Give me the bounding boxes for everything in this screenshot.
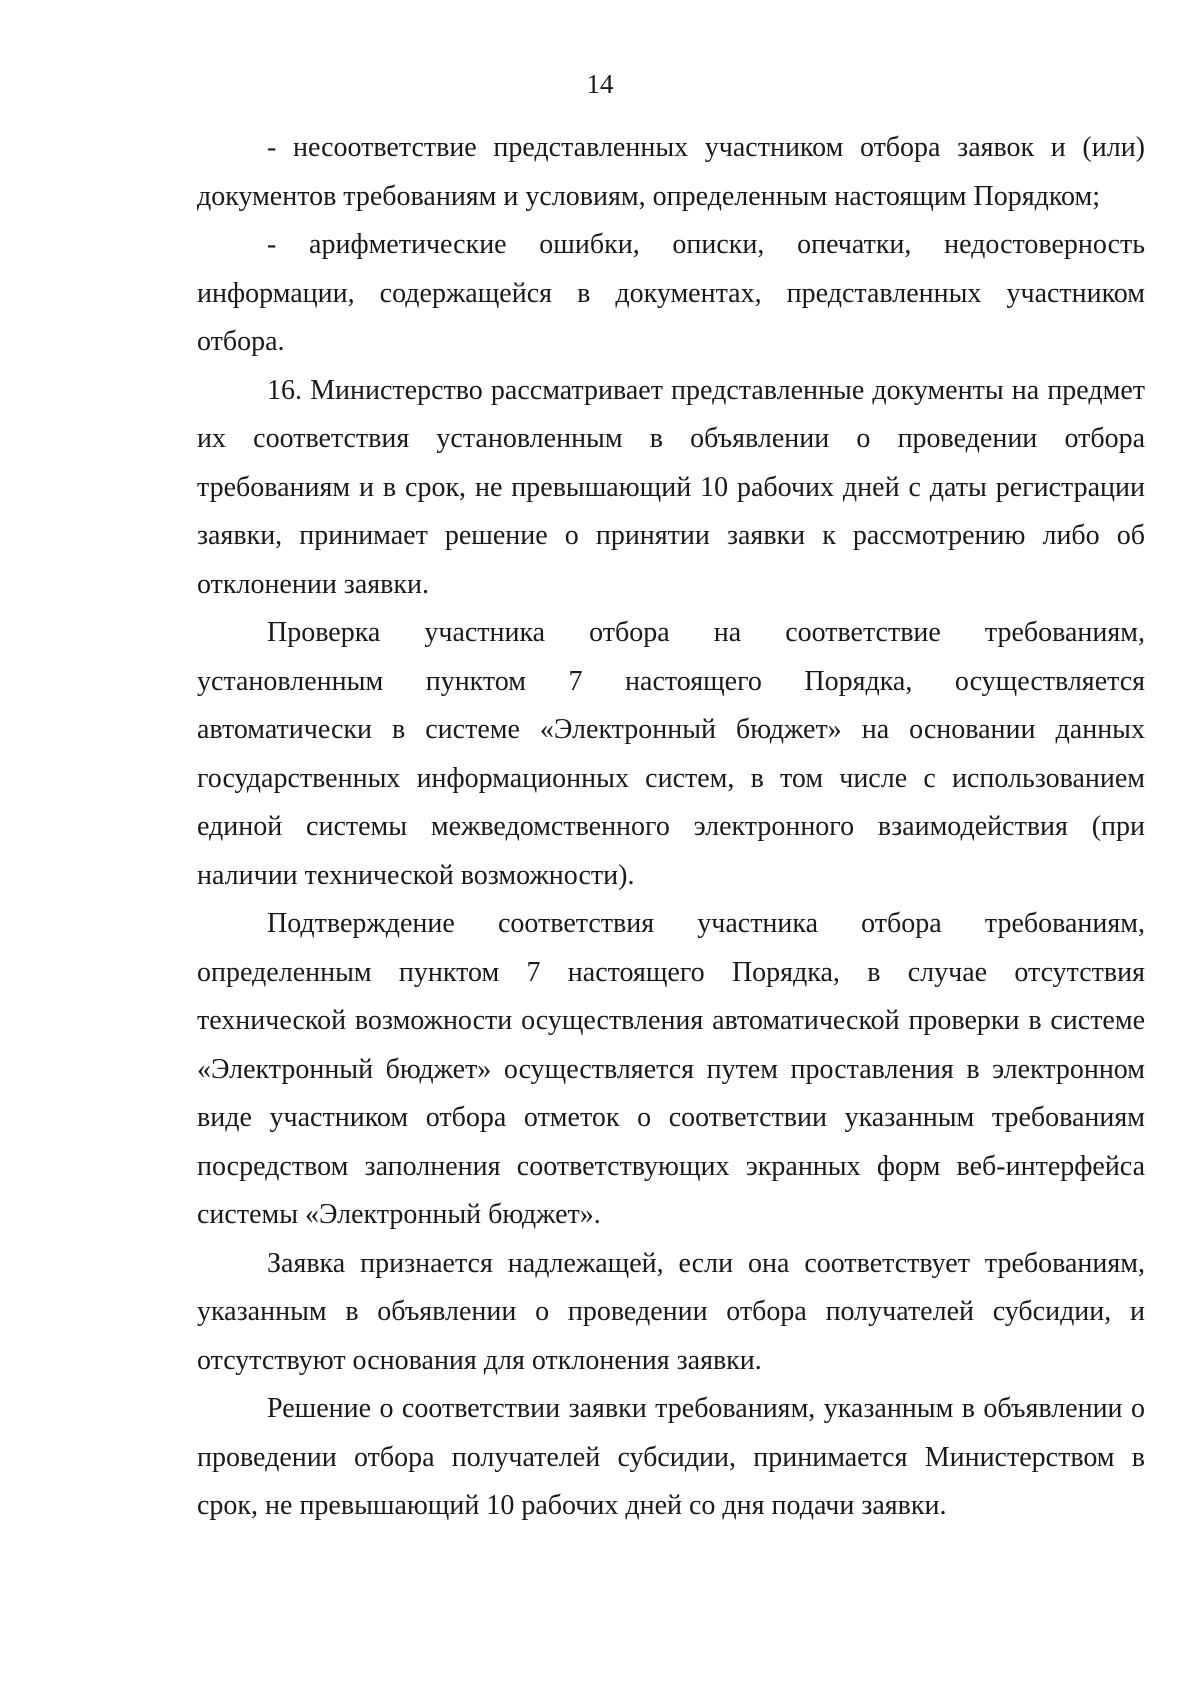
paragraph-check-participant: Проверка участника отбора на соответствие требованиям, установленным пунктом 7 настоящего Порядка, осуществляется автоматически в системе «Электронный бюджет» на основании данных государственных информационных систем, в том числе с использованием единой системы межведомственного электронного взаимодействия (при наличии технической возможности).	[197, 617, 1145, 891]
paragraph-application-proper: Заявка признается надлежащей, если она соответствует требованиям, указанным в объявлении о проведении отбора получателей субсидии, и отсутствуют основания для отклонения заявки.	[197, 1247, 1145, 1376]
page-number: 14	[586, 69, 614, 99]
paragraph-16: 16. Министерство рассматривает представленные документы на предмет их соответствия установленным в объявлении о проведении отбора требованиям и в срок, не превышающий 10 рабочих дней с даты регистрации заявки, принимает решение о принятии заявки к рассмотрению либо об отклонении заявки.	[197, 374, 1145, 600]
list-item-nonconformity: - несоответствие представленных участником отбора заявок и (или) документов требованиям и условиям, определенным настоящим Порядком;	[197, 132, 1145, 212]
paragraph-confirmation: Подтверждение соответствия участника отбора требованиям, определенным пунктом 7 настоящего Порядка, в случае отсутствия технической возможности осуществления автоматической проверки в системе «Электронный бюджет» осуществляется путем проставления в электронном виде участником отбора отметок о соответствии указанным требованиям посредством заполнения соответствующих экранных форм веб-интерфейса системы «Электронный бюджет».	[197, 908, 1145, 1230]
paragraph-decision: Решение о соответствии заявки требованиям, указанным в объявлении о проведении отбора получателей субсидии, принимается Министерством в срок, не превышающий 10 рабочих дней со дня подачи заявки.	[197, 1393, 1145, 1521]
document-body	[197, 124, 1145, 1531]
list-item-errors: - арифметические ошибки, описки, опечатки, недостоверность информации, содержащейся в документах, представленных участником отбора.	[197, 229, 1145, 357]
